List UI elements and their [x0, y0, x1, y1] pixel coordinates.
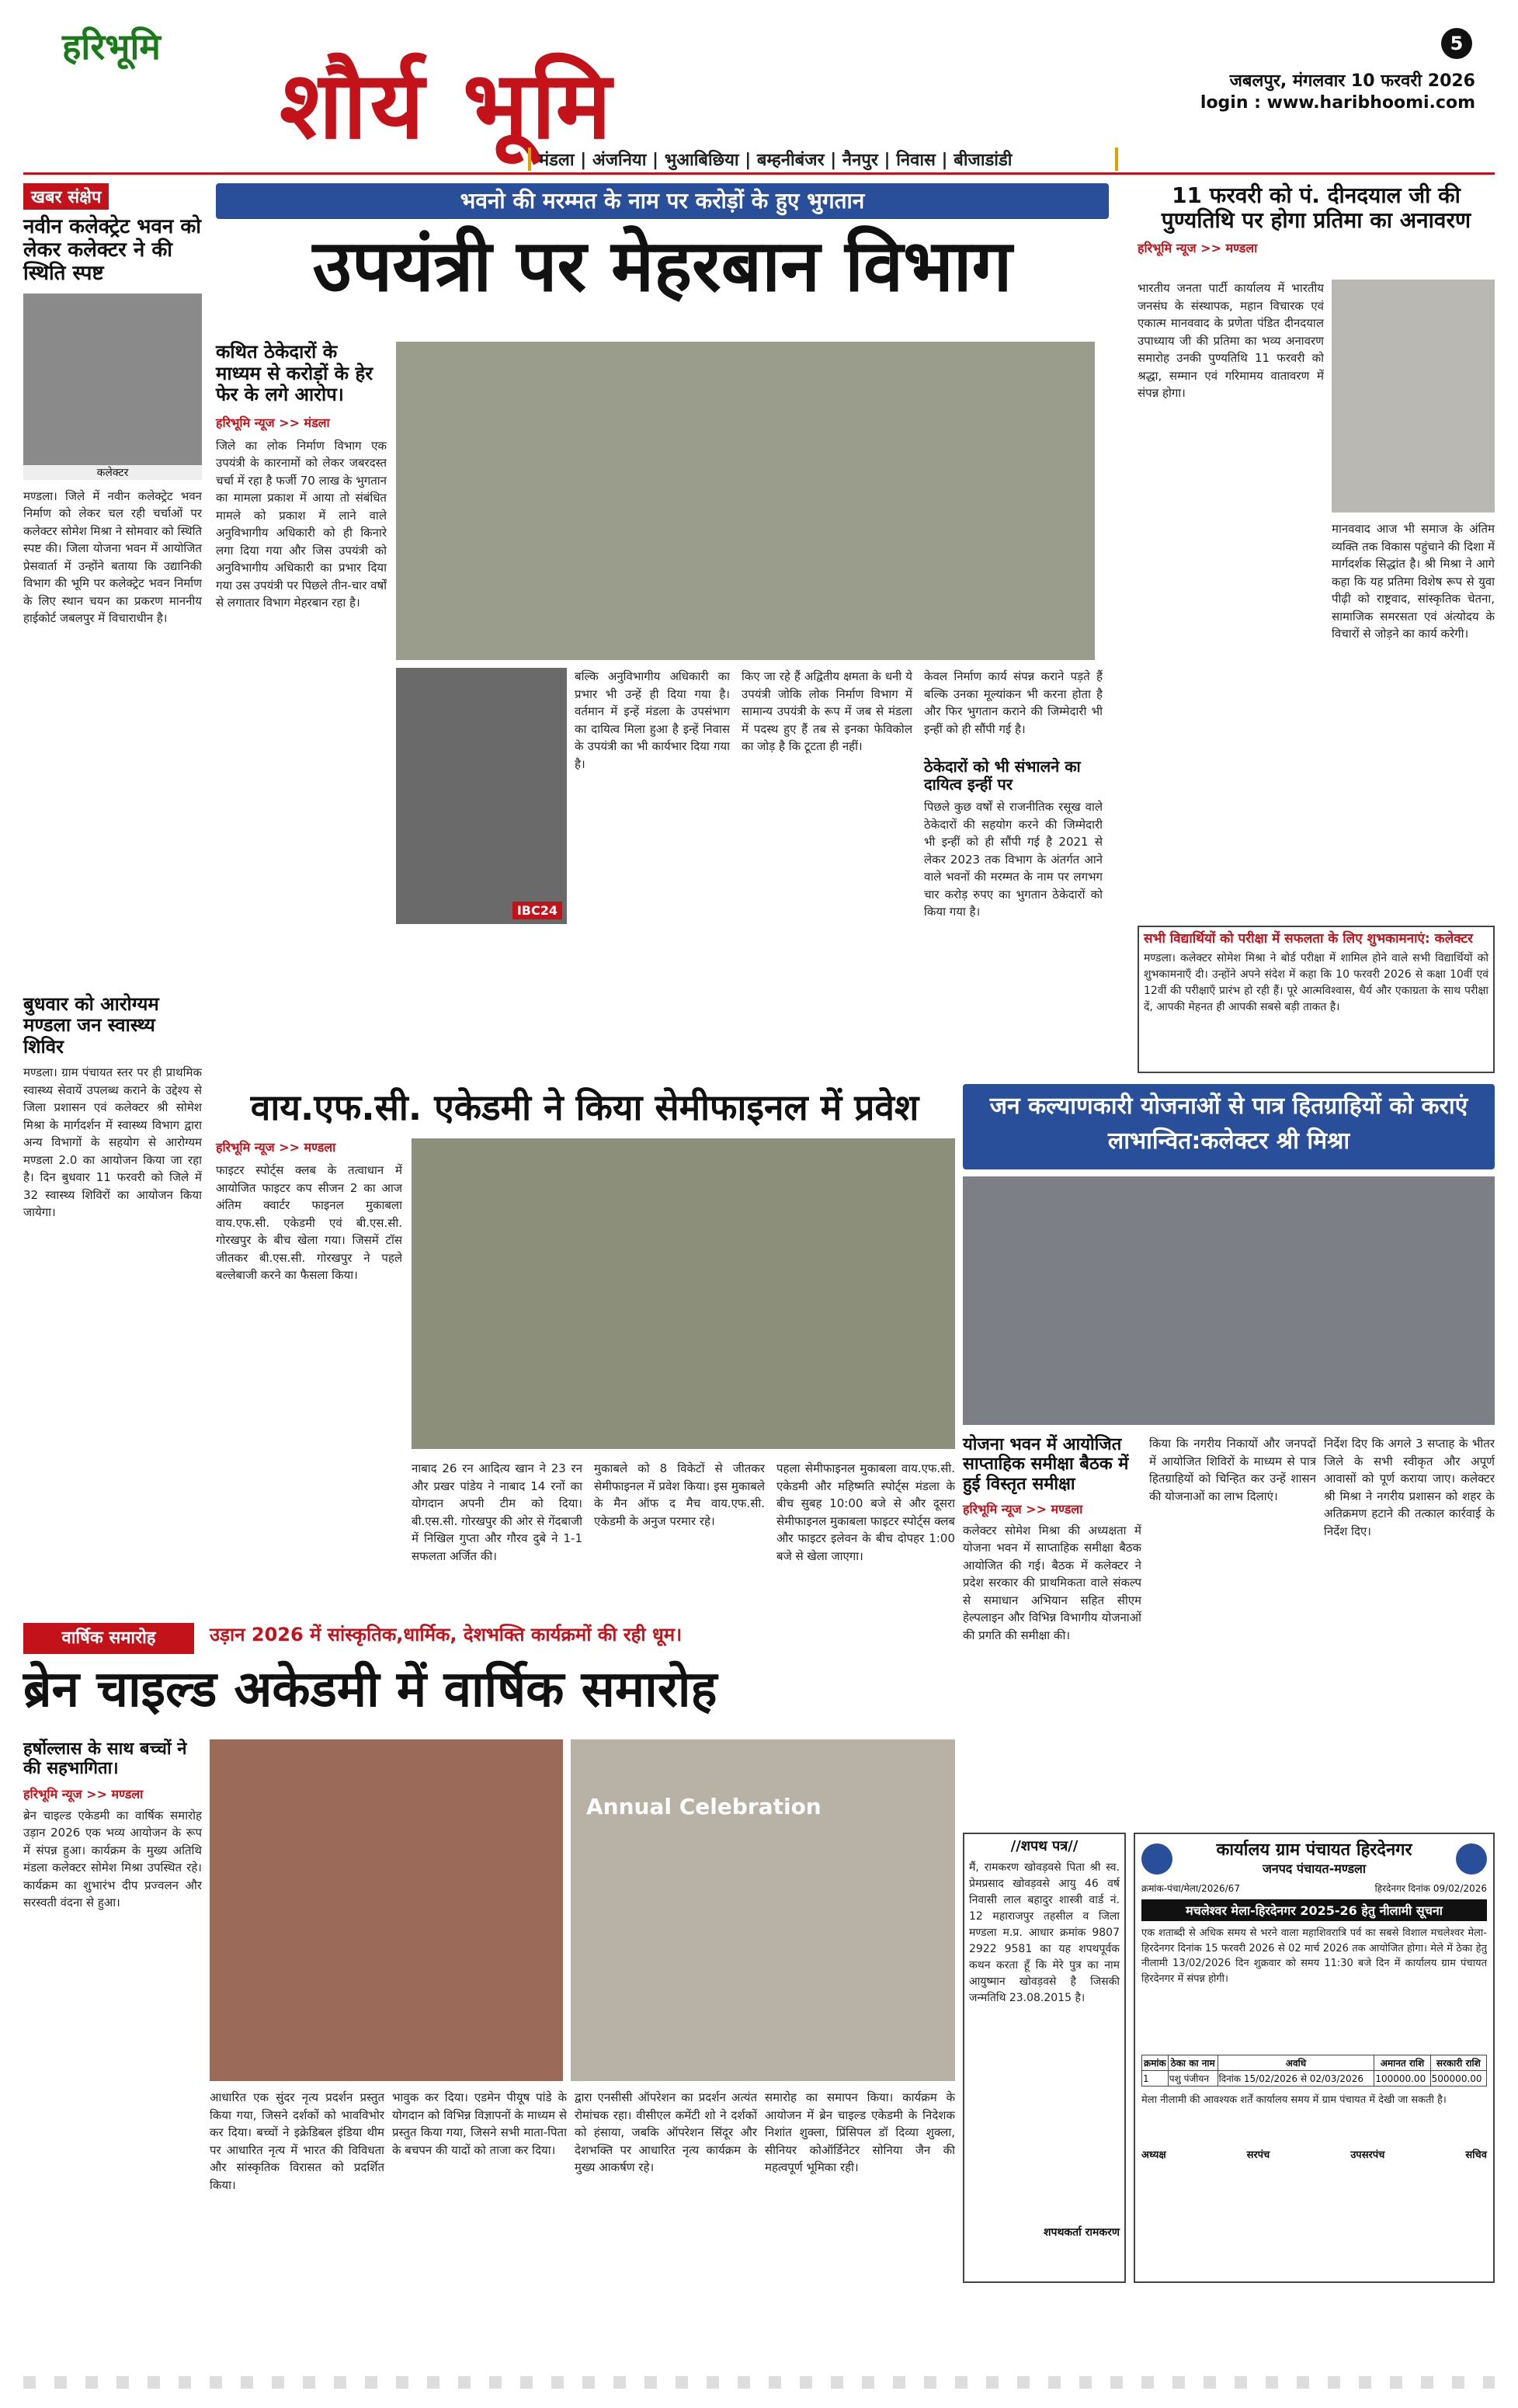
notice-th: अमानत राशि [1374, 2055, 1430, 2071]
statue-byline: हरिभूमि न्यूज >> मण्डला [1138, 241, 1258, 256]
statue-body-2: मानववाद आज भी समाज के अंतिम व्यक्ति तक विकास पहुंचाने की दिशा में मार्गदर्शक सिद्धांत है। श्री मिश्रा ने आगे कहा कि यह प्रतिमा विशेष रूप से युवा पीढ़ी को राष्ट्रवाद, सांस्कृतिक चेतना, सामाजिक समरसता एवं अंत्योदय के विचारों से जोड़ने का कार्य करेगी। [1332, 522, 1495, 641]
notice-refline [1141, 1882, 1487, 1895]
notice-table-row [1142, 2071, 1487, 2087]
annual-body-5: समारोह का समापन किया। कार्यक्रम के आयोजन में ब्रेन चाइल्ड एकेडमी के निदेशक निशांत शुक्ला, प्रिंसिपल डॉ दिव्या शुक्ला, सीनियर कोऑर्डिनेटर सोनिया जैन की महत्वपूर्ण भूमिका रही। [765, 2090, 955, 2174]
welfare-body-2: किया कि नगरीय निकायों और जनपदों में आयोजित शिविरों के माध्यम से पात्र हितग्राहियों को चिन्हित कर उन्हें शासन की योजनाओं का लाभ दिलाएं। [1149, 1437, 1316, 1503]
notice-td: 500000.00 [1430, 2071, 1486, 2087]
signature: अध्यक्ष [1141, 2149, 1166, 2162]
cricket-body: फाइटर स्पोर्ट्स क्लब के तत्वाधान में आयोजित फाइटर कप सीजन 2 का आज अंतिम क्वार्टर फाइनल मुकाबला वाय.एफ.सी. एकेडमी एवं बी.एस.सी. गोरखपुर के बीच खेला गया। जिसमें टॉस जीतकर बी.एस.सी. गोरखपुर ने पहले बल्लेबाजी करने का फैसला किया। [216, 1163, 402, 1282]
main-col-4 [924, 668, 1103, 946]
statue-body: भारतीय जनता पार्टी कार्यालय में भारतीय जनसंघ के संस्थापक, महान विचारक एवं एकात्म मानववाद के प्रणेता पंडित दीनदयाल उपाध्याय जी की प्रतिमा का भव्य अनावरण समारोह उनकी पुण्यतिथि 11 फरवरी को श्रद्धा, सम्मान एवं गरिमामय वातावरण में संपन्न होगा। [1138, 281, 1324, 400]
annual-body-3: भावुक कर दिया। एडमेन पीयूष पांडे के योगदान को विभिन्न विज्ञापनों के माध्यम से प्रस्तुत किया गया, जिसने सभी माता-पिता के बचपन की यादों को ताजा कर दिया। [392, 2090, 567, 2157]
notice-office: कार्यालय ग्राम पंचायत हिरदेनगर [1216, 1840, 1412, 1860]
notice-office-block [1216, 1840, 1412, 1877]
annual-col-1 [23, 1739, 202, 2319]
welfare-byline: हरिभूमि न्यूज >> मण्डला [963, 1501, 1083, 1517]
notice-table-header [1142, 2055, 1487, 2071]
award-photo [571, 1739, 955, 2081]
main-body-2: बल्कि अनुविभागीय अधिकारी का प्रभार भी उन्हें ही दिया गया है। वर्तमान में इन्हें मंडला के उपसंभाग का दायित्व मिला हुआ है इन्हें निवास के उपयंत्री का भी कार्यभार दिया गया है। [575, 669, 730, 771]
notice-th: अवधि [1218, 2055, 1374, 2071]
main-subhead-block [216, 342, 387, 965]
affidavit-box [963, 1833, 1126, 2283]
welfare-photo [963, 1176, 1495, 1425]
welfare-col-1 [963, 1435, 1141, 1809]
cricket-body-4: पहला सेमीफाइनल मुकाबला वाय.एफ.सी. एकेडमी और महिष्मति स्पोर्ट्स मंडला के बीच सुबह 10:00 बजे से और दूसरा सेमीफाइनल मुकाबला फाइटर स्पोर्ट्स क्लब और फाइटर इलेवन के बीच दोपहर 1:00 बजे से खेला जाएगा। [776, 1461, 955, 1563]
notice-header [1141, 1840, 1487, 1877]
annual-subhead: हर्षोल्लास के साथ बच्चों ने की सहभागिता। [23, 1739, 187, 1779]
main-body-3: किए जा रहे हैं अद्वितीय क्षमता के धनी ये उपयंत्री जोकि लोक निर्माण विभाग में सामान्य उपयंत्री के रूप में जब से मंडला में पदस्थ हुए हैं तब से इनका फेविकोल का जोड़ है कि टूटता ही नहीं। [742, 669, 912, 753]
login-url[interactable]: login : www.haribhoomi.com [1200, 93, 1475, 113]
registration-marks [23, 2376, 1495, 2389]
notice-td: पशु पंजीयन [1168, 2071, 1218, 2087]
notice-th: ठेका का नाम [1168, 2055, 1218, 2071]
statue-headline: 11 फरवरी को पं. दीनदयाल जी की पुण्यतिथि पर होगा प्रतिमा का अनावरण [1161, 182, 1471, 234]
welfare-subhead: योजना भवन में आयोजित साप्ताहिक समीक्षा बैठक में हुई विस्तृत समीक्षा [963, 1435, 1129, 1494]
affidavit-title: //शपथ पत्र// [1010, 1838, 1079, 1854]
cricket-photo [412, 1138, 955, 1449]
dance-photo [210, 1739, 563, 2081]
notice-box [1134, 1833, 1495, 2283]
statue-photo [1332, 280, 1495, 513]
annual-body-4: द्वारा एनसीसी ऑपरेशन का प्रदर्शन अत्यंत रोमांचक रहा। वीसीएल कमेंटी शो ने दर्शकों को हंसाया, जबकि ऑपरेशन सिंदूर और देशभक्ति पर आधारित नृत्य कार्यक्रम के मुख्य आकर्षण रहे। [575, 2090, 757, 2174]
welfare-body: कलेक्टर सोमेश मिश्रा की अध्यक्षता में योजना भवन में साप्ताहिक समीक्षा बैठक आयोजित की गई। बैठक में कलेक्टर ने प्रदेश सरकार की प्राथमिकता वाले संकल्प से समाधान अभियान सहित सीएम हेल्पलाइन और विभिन्न विभागीय योजनाओं की प्रगति की समीक्षा की। [963, 1523, 1141, 1642]
notice-td: 1 [1142, 2071, 1169, 2087]
main-body-4: केवल निर्माण कार्य संपन्न कराने पड़ते हैं बल्कि उनका मूल्यांकन भी करना होता है और फिर भुगतान कराने की जिम्मेदारी भी इन्हीं को ही सौंपी गई है। [924, 669, 1103, 736]
cricket-body-2: नाबाद 26 रन आदित्य खान ने 23 रन और प्रखर पांडेय ने नाबाद 14 रनों का योगदान अपनी टीम को दिया। बी.एस.सी. गोरखपुर की ओर से गेंदबाजी में निखिल गुप्ता और गौरव दुबे ने 1-1 सफलता अर्जित की। [412, 1461, 582, 1563]
dateline: जबलपुर, मंगलवार 10 फरवरी 2026 [1229, 71, 1475, 91]
brief-column [23, 183, 202, 1623]
exam-headline: सभी विद्यार्थियों को परीक्षा में सफलता के लिए शुभकामनाएं: कलेक्टर [1144, 931, 1473, 947]
page-number: 5 [1441, 28, 1472, 59]
welfare-headline: जन कल्याणकारी योजनाओं से पात्र हितग्राहियों को कराएं लाभान्वित:कलेक्टर श्री मिश्रा [963, 1084, 1495, 1169]
cricket-body-3: मुकाबले को 8 विकेटों से जीतकर सेमीफाइनल में प्रवेश किया। इस मुकाबले के मैन ऑफ द मैच वाय.एफ.सी. एकेडमी के अनुज परमार रहे। [594, 1461, 765, 1528]
notice-table [1141, 2055, 1487, 2087]
panchayat-logo-right [1456, 1843, 1487, 1875]
annual-body: ब्रेन चाइल्ड एकेडमी का वार्षिक समारोह उड़ान 2026 एक भव्य आयोजन के रूप में संपन्न हुआ। कार्यक्रम के मुख्य अतिथि मंडला कलेक्टर सोमेश मिश्रा उपस्थित रहे। कार्यक्रम का शुभारंभ दीप प्रज्वलन और सरस्वती वंदना से हुआ। [23, 1808, 202, 1910]
notice-sub: जनपद पंचायत-मण्डला [1262, 1861, 1367, 1877]
annual-byline: हरिभूमि न्यूज >> मण्डला [23, 1786, 144, 1802]
area-list: मंडला | अंजनिया | भुआबिछिया | बम्हनीबंजर | नैनपुर | निवास | बीजाडांडी [528, 148, 1118, 171]
panchayat-logo-left [1141, 1843, 1172, 1875]
notice-body: एक शताब्दी से अधिक समय से भरने वाला महाशिवरात्रि पर्व का सबसे विशाल मचलेश्वर मेला-हिरदेनगर दिनांक 15 फरवरी 2026 से 02 मार्च 2026 तक आयोजित होगा। मेले में ठेका हेतु नीलामी 13/02/2026 दिन शुक्रवार को समय 11:30 बजे दिन में कार्यालय ग्राम पंचायत हिरदेनगर में संपन्न होगी। [1141, 1927, 1487, 1985]
exam-body: मण्डला। कलेक्टर सोमेश मिश्रा ने बोर्ड परीक्षा में शामिल होने वाले सभी विद्यार्थियों को शुभकामनाएँ दी। उन्होंने अपने संदेश में कहा कि 10 फरवरी 2026 से कक्षा 10वीं एवं 12वीं की परीक्षाएँ प्रारंभ हो रही हैं। पूरे आत्मविश्वास, धैर्य और एकाग्रता के साथ परीक्षा दें, आपकी मेहनत ही आपकी सबसे बड़ी ताकत है। [1144, 951, 1488, 1013]
main-body-1: जिले का लोक निर्माण विभाग एक उपयंत्री के कारनामों को लेकर जबरदस्त चर्चा में रहा है फर्जी 70 लाख के भुगतान का मामला प्रकाश में आया तो संबंधित मामले को प्रकाश में लाने वाले अनुविभागीय अधिकारी को ही किनारे लगा दिया गया और जिस उपयंत्री को अनुविभागीय अधिकारी का प्रभार दिया गया उस उपयंत्री पर पिछले तीन-चार वर्षों से लगातार विभाग मेहरबान रहा है। [216, 438, 387, 610]
notice-footer: मेला नीलामी की आवश्यक शर्तें कार्यालय समय में ग्राम पंचायत में देखी जा सकती है। [1141, 2094, 1447, 2107]
collector-photo [23, 294, 202, 480]
affidavit-sign: शपथकर्ता रामकरण [1044, 2226, 1120, 2239]
main-body-5: पिछले कुछ वर्षों से राजनीतिक रसूख वाले ठेकेदारों की सहयोग करने की जिम्मेदारी भी इन्हीं को ही सौंपी गई है 2021 से लेकर 2023 तक विभाग के अंतर्गत आने वाले भवनों की मरम्मत के नाम पर लगभग चार करोड़ रुपए का भुगतान ठेकेदारों को किया गया है। [924, 800, 1103, 919]
main-headline: उपयंत्री पर मेहरबान विभाग [312, 224, 1013, 308]
section-title: शौर्य भूमि [280, 52, 615, 160]
signature: सचिव [1465, 2149, 1487, 2162]
notice-date: हिरदेनगर दिनांक 09/02/2026 [1374, 1883, 1487, 1895]
top-divider [23, 172, 1495, 175]
main-kicker: भवनो की मरम्मत के नाम पर करोड़ों के हुए भुगतान [216, 183, 1109, 219]
main-subhead-2: ठेकेदारों को भी संभालने का दायित्व इन्हीं पर [924, 757, 1081, 794]
notice-ref: क्रमांक-पंचा/मेला/2026/67 [1141, 1883, 1240, 1895]
brief-body: मण्डला। जिले में नवीन कलेक्ट्रेट भवन निर्माण को लेकर चल रही चर्चाओं पर कलेक्टर सोमेश मिश्रा ने सोमवार को स्थिति स्पष्ट की। जिला योजना भवन में आयोजित प्रेसवार्ता में उन्होंने बताया कि उद्यानिकी विभाग की भूमि पर कलेक्ट्रेट भवन निर्माण के लिए स्थान चयन का प्रकरण माननीय हाईकोर्ट जबलपुर में विचाराधीन है। [23, 488, 202, 626]
masthead-logo: हरिभूमि [62, 26, 161, 68]
main-byline: हरिभूमि न्यूज >> मंडला [216, 415, 330, 430]
annual-headline: ब्रेन चाइल्ड अकेडमी में वार्षिक समारोह [23, 1661, 717, 1718]
signature: सरपंच [1246, 2149, 1270, 2162]
cricket-headline: वाय.एफ.सी. एकेडमी ने किया सेमीफाइनल में प्रवेश [250, 1086, 919, 1128]
notice-signatures [1141, 2147, 1487, 2161]
annual-kicker: उड़ान 2026 में सांस्कृतिक,धार्मिक, देशभक्ति कार्यक्रमों की रही धूम। [210, 1624, 683, 1645]
annual-label: वार्षिक समारोह [23, 1623, 194, 1654]
brief-body-2: मण्डला। ग्राम पंचायत स्तर पर ही प्राथमिक स्वास्थ्य सेवायें उपलब्ध कराने के उद्देश्य से जिला प्रशासन एवं कलेक्टर श्री सोमेश मिश्रा के मार्गदर्शन में स्वास्थ्य विभाग द्वारा अन्य विभागों के सहयोग से आरोग्यम मण्डला 2.0 का आयोजन किया जा रहा है। दिन बुधवार 11 फरवरी को जिले में 32 स्वास्थ्य शिविरों का आयोजन किया जायेगा। [23, 1065, 202, 1220]
notice-th: क्रमांक [1142, 2055, 1169, 2071]
brief-label: खबर संक्षेप [23, 183, 109, 210]
notice-td: 100000.00 [1374, 2071, 1430, 2087]
notice-th: सरकारी राशि [1430, 2055, 1486, 2071]
collector-photo-caption: कलेक्टर [23, 465, 202, 480]
statue-story [1138, 183, 1495, 256]
annual-body-2: आधारित एक सुंदर नृत्य प्रदर्शन प्रस्तुत किया गया, जिसने दर्शकों को भावविभोर कर दिया। बच्चों ने इक्रेडिबल इंडिया थीम पर आधारित नृत्य में भारत की विविधता और सांस्कृतिक विरासत को प्रदर्शित किया। [210, 2090, 384, 2192]
main-subhead: कथित ठेकेदारों के माध्यम से करोड़ों के हेर फेर के लगे आरोप। [216, 341, 373, 406]
award-photo-label: Annual Celebration [586, 1794, 822, 1819]
cricket-byline: हरिभूमि न्यूज >> मण्डला [216, 1140, 336, 1155]
welfare-body-3: निर्देश दिए कि अगले 3 सप्ताह के भीतर जिले के सभी स्वीकृत और अपूर्ण आवासों को पूर्ण कराया जाए। कलेक्टर श्री मिश्रा ने नगरीय प्रशासन को शहर के अतिक्रमण हटाने की तत्काल कार्रवाई के निर्देश दिए। [1324, 1437, 1495, 1538]
brief-headline: नवीन कलेक्ट्रेट भवन को लेकर कलेक्टर ने की स्थिति स्पष्ट [23, 215, 202, 285]
notice-title: मचलेश्वर मेला-हिरदेनगर 2025-26 हेतु नीलामी सूचना [1141, 1899, 1487, 1921]
officer-photo [396, 668, 567, 924]
exam-box [1138, 926, 1495, 1073]
notice-td: दिनांक 15/02/2026 से 02/03/2026 [1218, 2071, 1374, 2087]
affidavit-body: मैं, रामकरण खोवड़वसे पिता श्री स्व. प्रेमप्रसाद खोवड़वसे आयु 46 वर्ष निवासी लाल बहादुर शास्त्री वार्ड नं. 12 महाराजपुर तहसील व जिला मण्डला म.प्र. आधार क्रमांक 9807 2922 9581 का यह शपथपूर्वक कथन करता हूँ कि मेरे पुत्र का नाम आयुष्मान खोवड़वसे है जिसकी जन्मतिथि 23.08.2015 है। [969, 1861, 1120, 2004]
main-photo [396, 342, 1095, 660]
channel-label: IBC24 [512, 902, 562, 919]
signature: उपसरपंच [1350, 2149, 1385, 2162]
brief-headline-2: बुधवार को आरोग्यम मण्डला जन स्वास्थ्य शिविर [23, 992, 159, 1058]
